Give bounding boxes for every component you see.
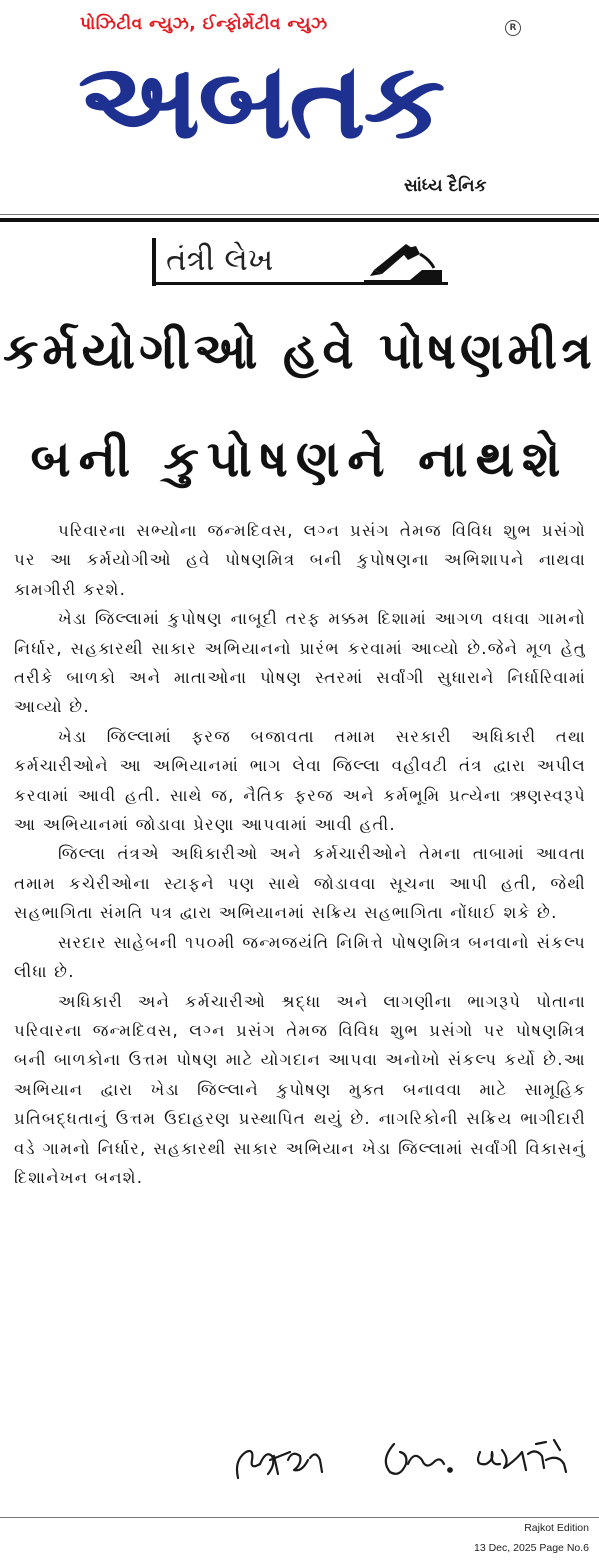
headline-line-1: કર્મયોગીઓ હવે પોષણમીત્ર — [3, 322, 596, 380]
article-paragraph: સરદાર સાહેબની ૧૫૦મી જન્મજયંતિ નિમિત્તે પોષણમિત્ર બનવાનો સંકલ્પ લીધા છે. — [14, 932, 586, 982]
masthead — [0, 0, 599, 222]
masthead-divider-thin — [0, 214, 599, 215]
newspaper-logo-text: અબતક — [78, 39, 444, 162]
footer-divider — [0, 1517, 599, 1518]
article-paragraph: જિલ્લા તંત્રએ અધિકારીઓ અને કર્મચારીઓને તેમના તાબામાં આવતા તમામ કચેરીઓના સ્ટાફને પણ સાથે જોડાવવા સૂચના આપી હતી, જેથી સહભાગિતા સંમતિ પત્ર દ્વારા અભિયાનમાં સક્રિય સહભાગિતા નોંધાઈ શકે છે. — [14, 844, 586, 923]
edition-type: સાંધ્ય દૈનિક — [404, 176, 487, 196]
newspaper-logo[interactable] — [78, 36, 526, 176]
article-paragraph: અધિકારી અને કર્મચારીઓ શ્રદ્ધા અને લાગણીના ભાગરૂપે પોતાના પરિવારના જન્મદિવસ, લગ્ન પ્રસંગ તેમજ વિવિધ શુભ પ્રસંગો પર પોષણમિત્ર બની બાળકોના ઉત્તમ પોષણ માટે યોગદાન આપવા અનોખો સંકલ્પ કર્યો છે.આ અભિયાન દ્વારા ખેડા જિલ્લાને કુપોષણ મુક્ત બનાવવા માટે સામૂહિક પ્રતિબદ્ધતાનું ઉત્તમ ઉદાહરણ પ્રસ્થાપિત થયું છે. નાગરિકોની સક્રિય ભાગીદારી વડે ગામનો નિર્ધાર, સહકારથી સાકાર અભિયાન ખેડા જિલ્લામાં સર્વાંગી વિકાસનું દિશાનેખન બનશે. — [14, 991, 586, 1187]
headline-line-2: બની કુપોષણને નાથશે — [30, 430, 569, 488]
registered-mark-icon: R — [505, 20, 521, 36]
article-paragraph: ખેડા જિલ્લામાં કુપોષણ નાબૂદી તરફ મક્કમ દિશામાં આગળ વધવા ગામનો નિર્ધાર, સહકારથી સાકાર અભિયાનનો પ્રારંભ કરવામાં આવ્યો છે.જેને મૂળ હેતુ તરીકે બાળકો અને માતાઓના પોષણ સ્તરમાં સર્વાંગી સુધારાને નિર્ધારિવામાં આવ્યો છે. — [14, 609, 586, 717]
masthead-divider — [0, 218, 599, 222]
pen-icon — [360, 240, 444, 286]
editor-signature — [230, 1430, 575, 1492]
article-paragraph: ખેડા જિલ્લામાં ફરજ બજાવતા તમામ સરકારી અધિકારી તથા કર્મચારીઓને આ અભિયાનમાં ભાગ લેવા જિલ્લા વહીવટી તંત્ર દ્વારા અપીલ કરવામાં આવી હતી. સાથે જ, નૈતિક ફરજ અને કર્મભૂમિ પ્રત્યેના ઋણસ્વરૂપે આ અભિયાનમાં જોડાવા પ્રેરણા આપવામાં આવી હતી. — [14, 726, 586, 835]
article-body — [14, 516, 586, 1192]
masthead-tagline: પોઝિટીવ ન્યુઝ, ઈન્ફોર્મેટીવ ન્યુઝ — [80, 14, 328, 34]
article-paragraph: પરિવારના સભ્યોના જન્મદિવસ, લગ્ન પ્રસંગ તેમજ વિવિધ શુભ પ્રસંગો પર આ કર્મયોગીઓ હવે પોષણમિત્ર બની કુપોષણના અભિશાપને નાથવા કામગીરી કરશે. — [14, 521, 586, 599]
footer-date-page: 13 Dec, 2025 Page No.6 — [474, 1542, 589, 1554]
footer-edition: Rajkot Edition — [524, 1522, 589, 1534]
section-label-text: તંત્રી લેખ — [166, 242, 274, 278]
